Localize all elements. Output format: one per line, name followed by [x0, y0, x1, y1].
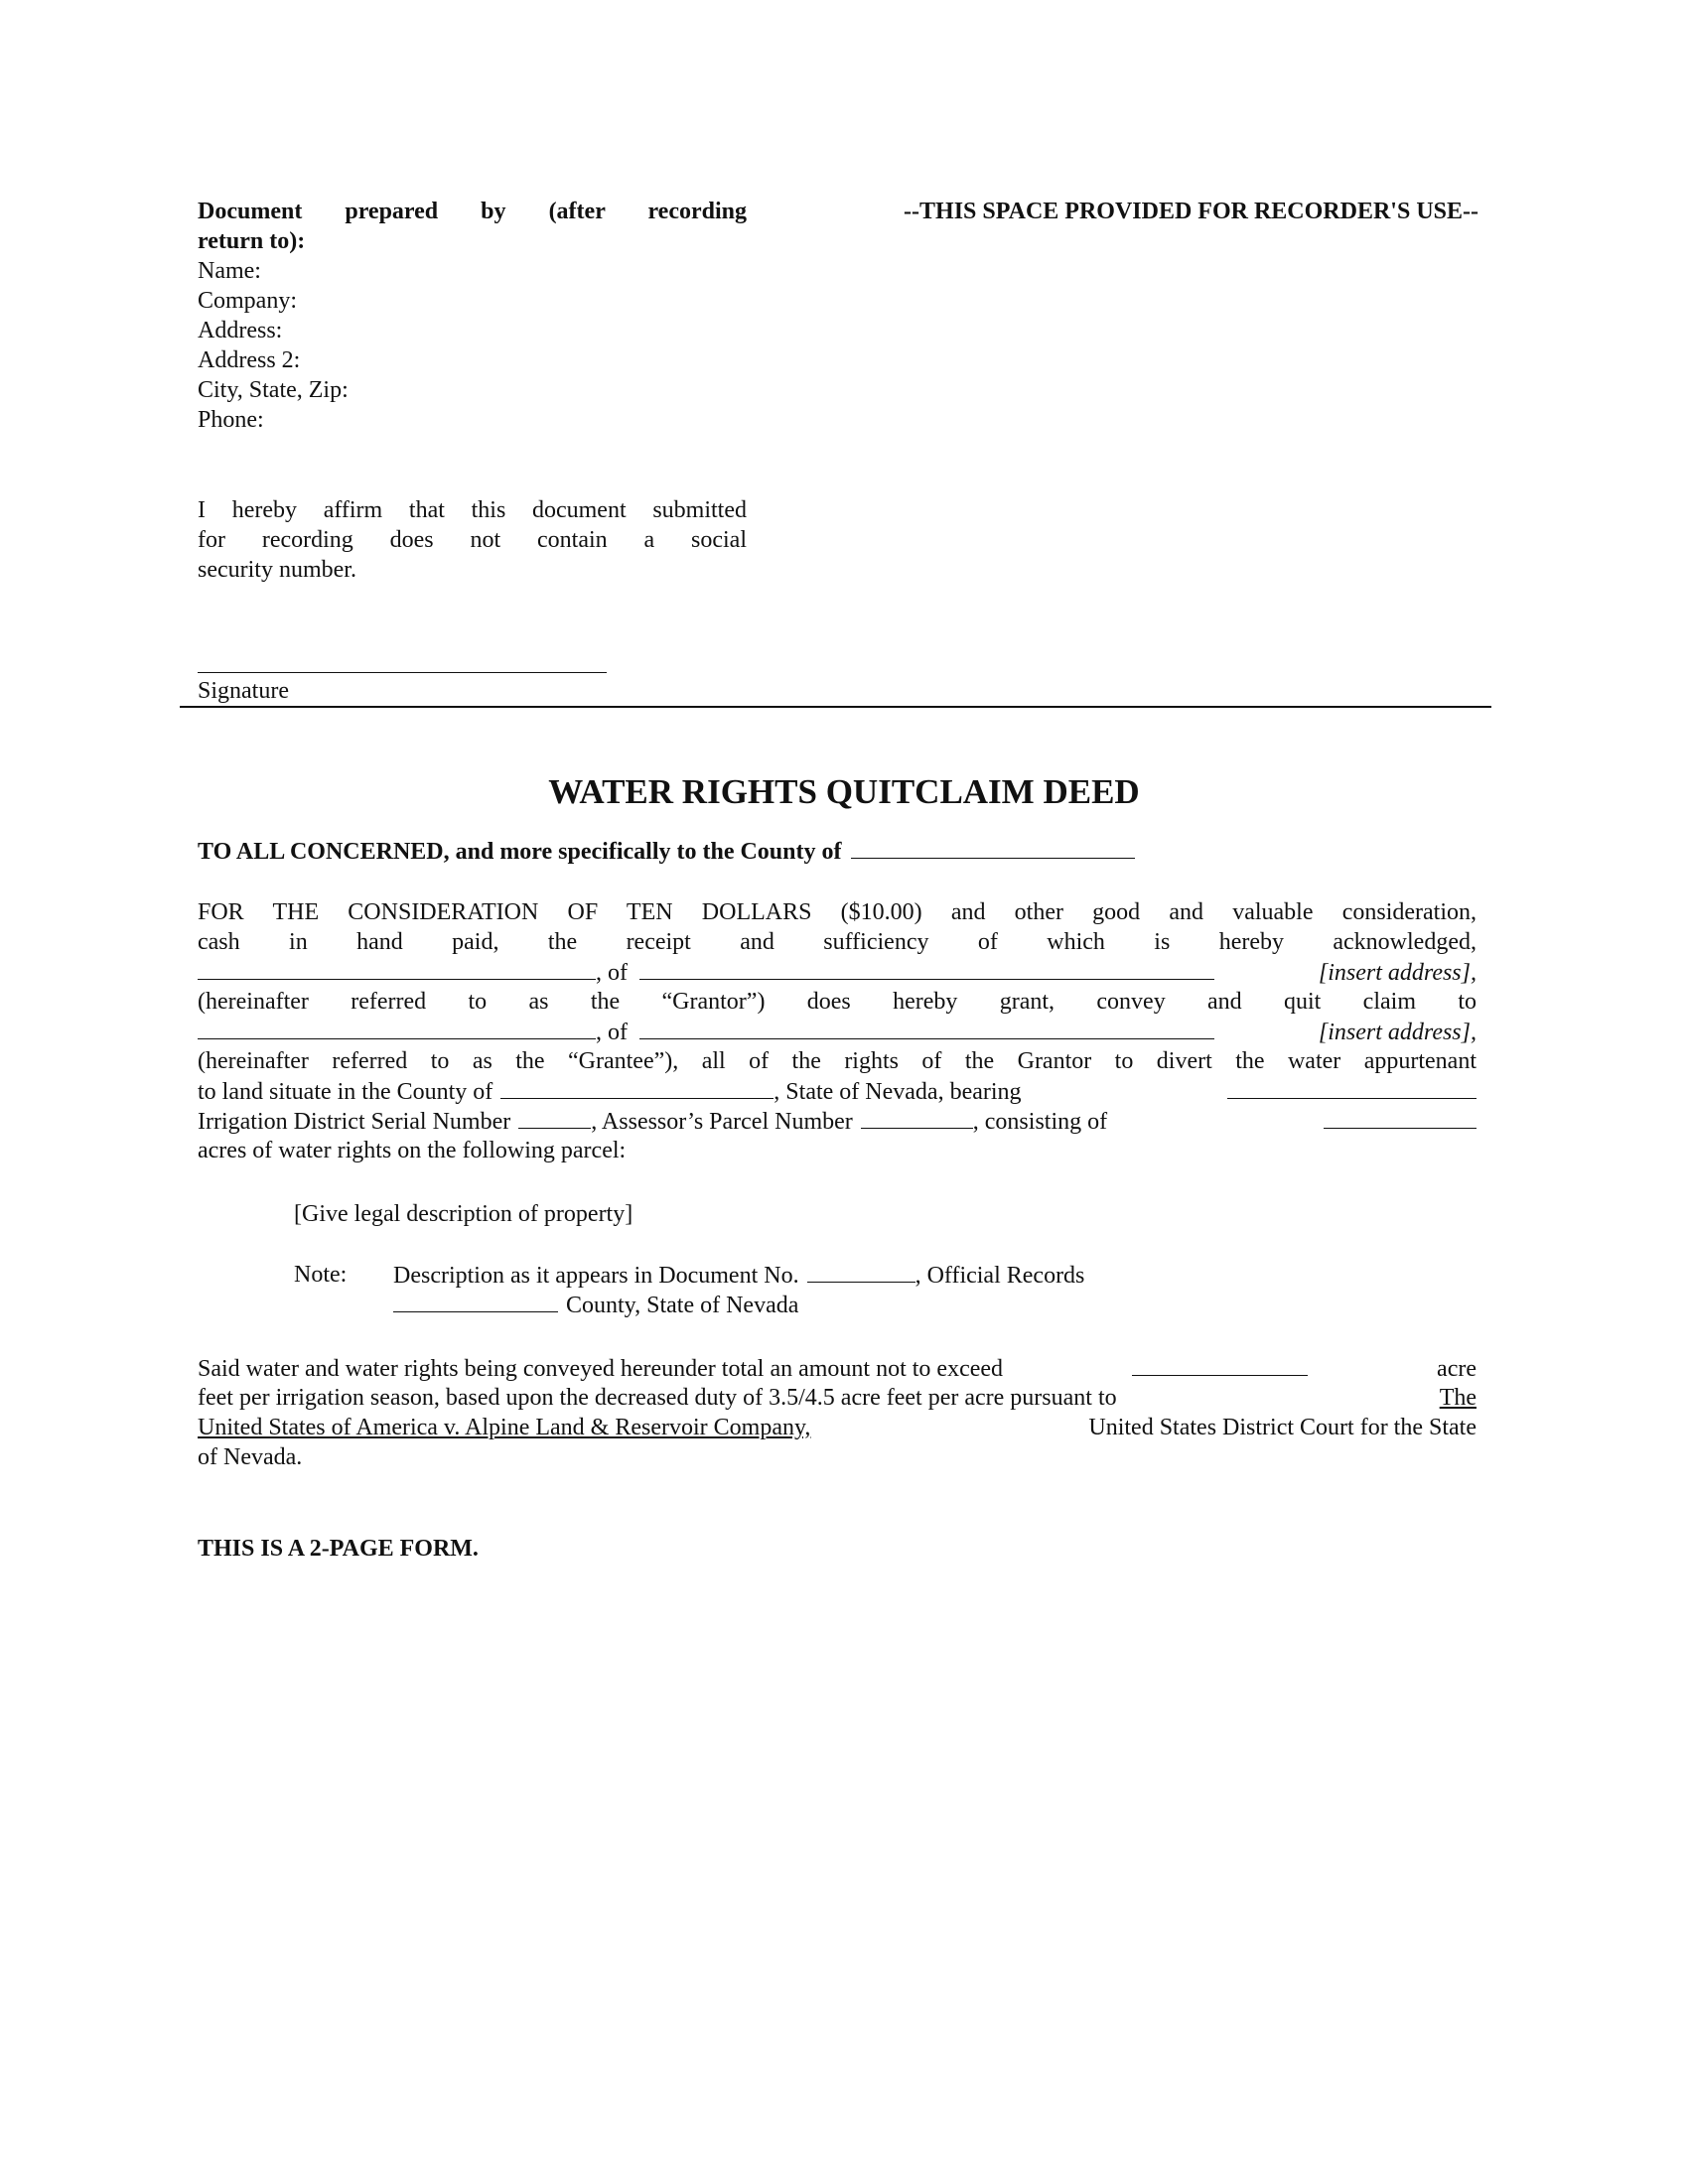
- text: United States District Court for the State: [1088, 1415, 1477, 1440]
- records-county-blank[interactable]: [393, 1290, 558, 1312]
- note-line: [393, 1260, 1084, 1290]
- signature-line: [198, 672, 607, 673]
- signature-label: Signature: [198, 678, 289, 704]
- recorder-use-note: --THIS SPACE PROVIDED FOR RECORDER'S USE--: [904, 199, 1478, 224]
- grantor-name-blank[interactable]: [198, 957, 596, 980]
- para1-line: acres of water rights on the following parcel:: [198, 1138, 627, 1163]
- address-field-label: Address:: [198, 318, 283, 343]
- header-divider: [180, 706, 1491, 708]
- grantee-name-blank[interactable]: [198, 1017, 596, 1039]
- of-text: , of: [596, 1020, 628, 1045]
- city-state-zip-label: City, State, Zip:: [198, 377, 349, 403]
- para1-line: cash in hand paid, the receipt and sufficiency of which is hereby acknowledged,: [198, 929, 1477, 955]
- of-text: , of: [596, 960, 628, 986]
- bearing-blank[interactable]: [1227, 1076, 1477, 1099]
- to-all-concerned: [198, 836, 1135, 866]
- parcel-number-blank[interactable]: [861, 1106, 973, 1129]
- legal-description-placeholder: [Give legal description of property]: [294, 1201, 633, 1227]
- para1-line: (hereinafter referred to as the “Grantee”), all of the rights of the Grantor to divert the water appurtenant: [198, 1048, 1477, 1074]
- phone-field-label: Phone:: [198, 407, 264, 433]
- acre-feet-blank[interactable]: [1132, 1353, 1308, 1376]
- name-field-label: Name:: [198, 258, 261, 284]
- acres-blank[interactable]: [1324, 1106, 1477, 1129]
- text: , Assessor’s Parcel Number: [591, 1109, 853, 1135]
- affirm-line: I hereby affirm that this document submitted: [198, 497, 747, 523]
- text: , Official Records: [914, 1263, 1085, 1289]
- grantee-line: [198, 1017, 1477, 1046]
- prepared-by-heading-cont: return to):: [198, 228, 306, 254]
- para2-line: [198, 1383, 1477, 1413]
- affirm-line: security number.: [198, 557, 356, 583]
- text: Said water and water rights being conveyed hereunder total an amount not to exceed: [198, 1356, 1004, 1382]
- insert-address-hint: [insert address],: [1318, 960, 1477, 986]
- address2-field-label: Address 2:: [198, 347, 301, 373]
- para1-line: FOR THE CONSIDERATION OF TEN DOLLARS ($10.00) and other good and valuable consideration,: [198, 899, 1477, 925]
- case-name: United States of America v. Alpine Land & Reservoir Company,: [198, 1415, 811, 1440]
- para2-line: [198, 1353, 1477, 1383]
- text: , State of Nevada, bearing: [774, 1079, 1022, 1105]
- text: , consisting of: [972, 1109, 1108, 1135]
- text: Description as it appears in Document No.: [393, 1263, 799, 1289]
- case-name: The: [1439, 1385, 1477, 1411]
- page-count-note: THIS IS A 2-PAGE FORM.: [198, 1536, 479, 1562]
- text: Irrigation District Serial Number: [198, 1109, 511, 1135]
- para2-line: [198, 1413, 1477, 1442]
- grantor-address-blank[interactable]: [639, 957, 1214, 980]
- affirm-line: for recording does not contain a social: [198, 527, 747, 553]
- serial-line: [198, 1106, 1477, 1136]
- grantee-address-blank[interactable]: [639, 1017, 1214, 1039]
- note-label: Note:: [294, 1262, 348, 1288]
- page-title: WATER RIGHTS QUITCLAIM DEED: [548, 772, 1140, 811]
- text: acre: [1437, 1356, 1477, 1382]
- county-line: [198, 1076, 1477, 1106]
- serial-number-blank[interactable]: [518, 1106, 591, 1129]
- insert-address-hint: [insert address],: [1318, 1020, 1477, 1045]
- text: County, State of Nevada: [566, 1293, 799, 1318]
- concerned-text: TO ALL CONCERNED, and more specifically to the County of: [198, 839, 842, 865]
- company-field-label: Company:: [198, 288, 297, 314]
- text: feet per irrigation season, based upon the decreased duty of 3.5/4.5 acre feet per acre pursuant to: [198, 1385, 1117, 1411]
- land-county-blank[interactable]: [500, 1076, 774, 1099]
- county-blank[interactable]: [851, 836, 1135, 859]
- prepared-by-heading: Document prepared by (after recording: [198, 199, 747, 224]
- grantor-line: [198, 957, 1477, 987]
- document-number-blank[interactable]: [807, 1260, 915, 1283]
- text: to land situate in the County of: [198, 1079, 493, 1105]
- note-line: [393, 1290, 798, 1319]
- para2-line: of Nevada.: [198, 1444, 303, 1470]
- para1-line: (hereinafter referred to as the “Grantor”) does hereby grant, convey and quit claim to: [198, 989, 1477, 1015]
